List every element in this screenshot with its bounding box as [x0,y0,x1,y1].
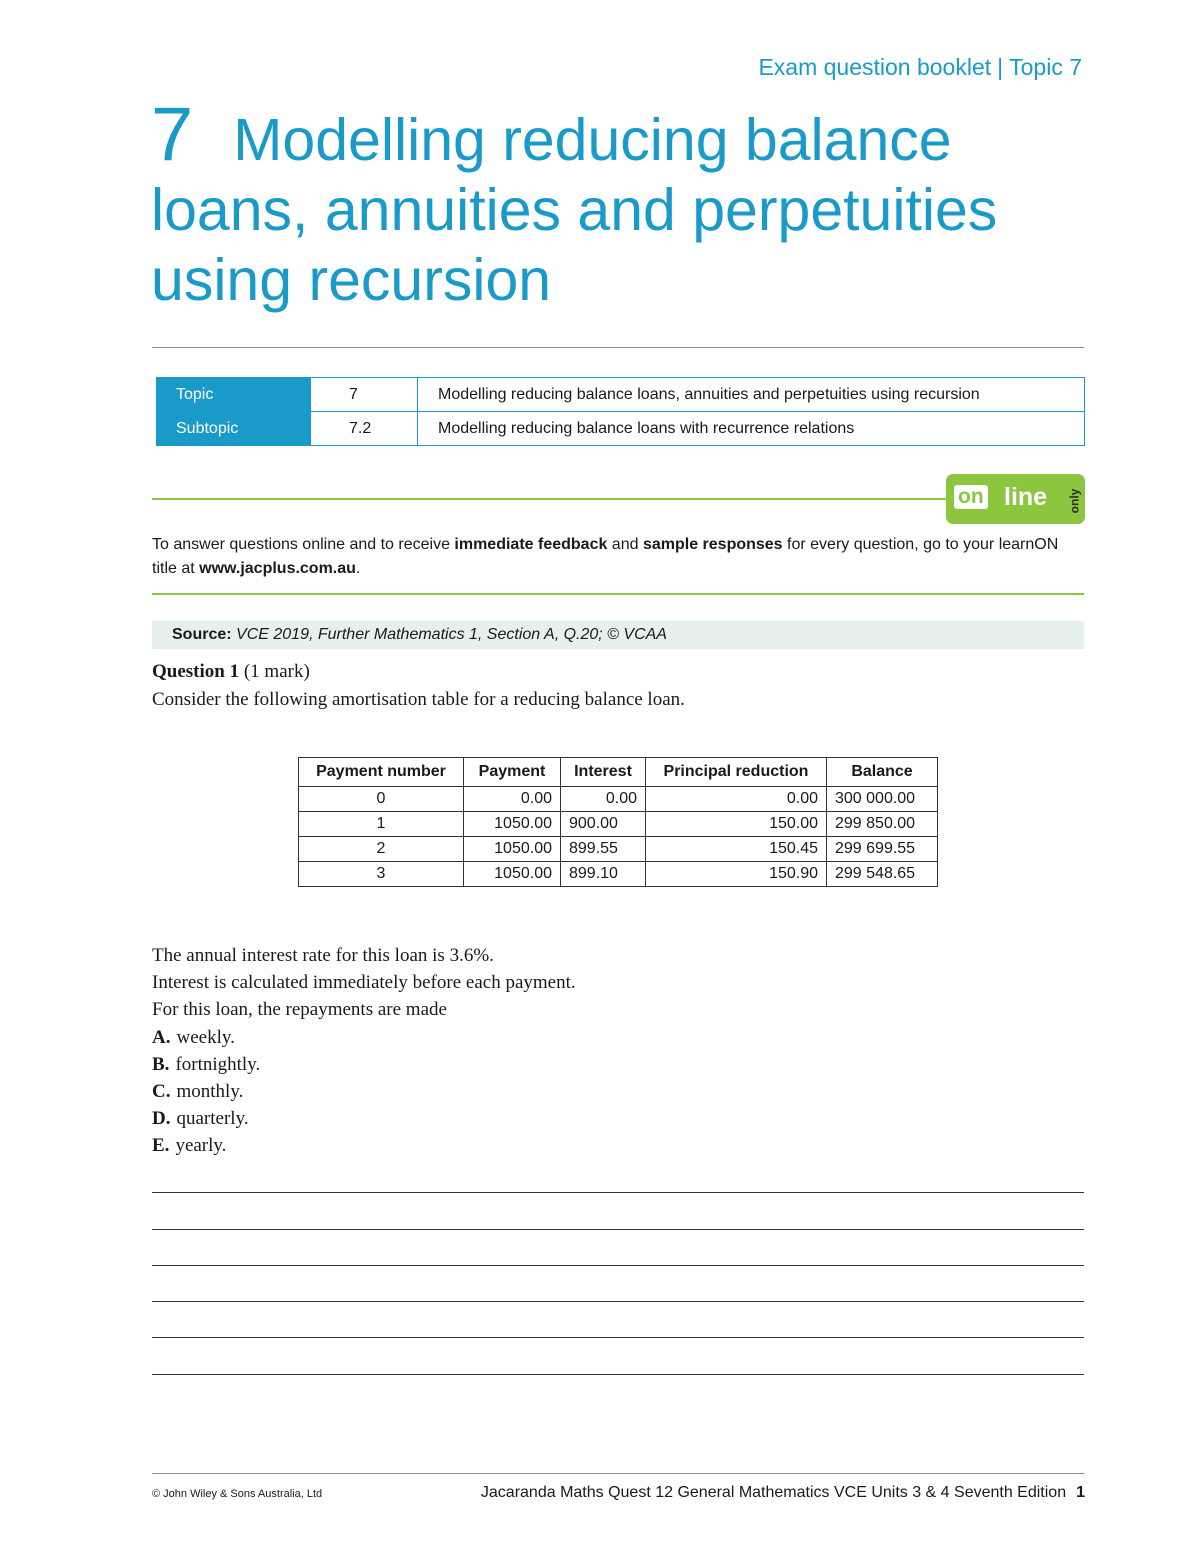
booklet-topic: Topic 7 [1009,54,1082,80]
topic-number: 7 [311,378,418,412]
question-line: For this loan, the repayments are made [152,999,447,1020]
question-body [152,942,576,1023]
answer-line[interactable] [152,1192,1084,1193]
answer-line[interactable] [152,1337,1084,1338]
intro-part: and [607,536,643,553]
copyright: © John Wiley & Sons Australia, Ltd [152,1488,323,1500]
option-a[interactable] [152,1024,260,1051]
option-letter: B. [152,1054,170,1075]
topic-label: Topic [157,378,311,412]
cell: 1050.00 [464,837,561,862]
page-title [151,92,1091,315]
page-number: 1 [1076,1484,1085,1501]
option-letter: A. [152,1027,171,1048]
question-marks: (1 mark) [243,661,310,682]
question-prompt: Consider the following amortisation table for a reducing balance loan. [152,689,685,710]
option-text: quarterly. [176,1108,249,1129]
booklet-label: Exam question booklet [758,54,992,80]
answer-line[interactable] [152,1265,1084,1266]
cell: 899.55 [561,837,646,862]
option-b[interactable] [152,1051,260,1078]
cell: 899.10 [561,862,646,887]
col-header: Interest [561,758,646,787]
intro-bold-feedback: immediate feedback [454,536,608,553]
answer-line[interactable] [152,1374,1084,1375]
question-title: Question 1 [152,661,240,682]
cell: 1050.00 [464,862,561,887]
option-d[interactable] [152,1105,260,1132]
cell: 150.00 [646,812,827,837]
cell: 1 [299,812,464,837]
booklet-header [758,54,1082,81]
option-letter: E. [152,1135,170,1156]
answer-line[interactable] [152,1229,1084,1230]
title-divider [152,347,1084,348]
cell: 300 000.00 [827,787,938,812]
table-row [299,862,938,887]
cell: 0.00 [464,787,561,812]
source-label: Source: [172,626,232,643]
table-row [299,787,938,812]
col-header: Payment [464,758,561,787]
cell: 299 850.00 [827,812,938,837]
option-c[interactable] [152,1078,260,1105]
chapter-number: 7 [151,92,194,177]
subtopic-label: Subtopic [157,412,311,446]
cell: 0.00 [561,787,646,812]
cell: 2 [299,837,464,862]
cell: 3 [299,862,464,887]
subtopic-number: 7.2 [311,412,418,446]
source-bar [152,621,1084,649]
intro-divider [152,593,1084,595]
option-text: fortnightly. [175,1054,261,1075]
col-header: Balance [827,758,938,787]
cell: 150.45 [646,837,827,862]
online-divider [152,498,948,500]
option-e[interactable] [152,1132,260,1159]
cell: 1050.00 [464,812,561,837]
answer-line[interactable] [152,1301,1084,1302]
cell: 900.00 [561,812,646,837]
intro-part: . [355,560,361,577]
logo-on: on [954,485,988,509]
question-heading [152,661,310,683]
col-header: Principal reduction [646,758,827,787]
question-line: The annual interest rate for this loan is 3.6%. [152,945,494,966]
book-title: Jacaranda Maths Quest 12 General Mathematics VCE Units 3 & 4 Seventh Edition [480,1484,1067,1501]
option-letter: D. [152,1108,171,1129]
intro-part: for every question, go to your learnON title at [152,536,1059,577]
logo-only: only [1067,488,1082,514]
option-text: weekly. [176,1027,235,1048]
header-separator: | [997,54,1004,80]
subtopic-text: Modelling reducing balance loans with recurrence relations [418,412,1085,446]
chapter-title: Modelling reducing balance loans, annuities and perpetuities using recursion [151,107,998,313]
cell: 0 [299,787,464,812]
answer-options [152,1024,260,1159]
source-text: VCE 2019, Further Mathematics 1, Section A, Q.20; © VCAA [236,626,667,643]
topic-text: Modelling reducing balance loans, annuities and perpetuities using recursion [418,378,1085,412]
cell: 0.00 [646,787,827,812]
footer-book [481,1484,1085,1502]
cell: 299 548.65 [827,862,938,887]
jacplus-link[interactable]: www.jacplus.com.au [199,560,356,577]
table-row [299,837,938,862]
intro-part: To answer questions online and to receive [152,536,455,553]
logo-line: line [1004,483,1048,511]
question-line: Interest is calculated immediately before each payment. [152,972,576,993]
intro-bold-responses: sample responses [642,536,783,553]
option-text: yearly. [175,1135,227,1156]
option-letter: C. [152,1081,171,1102]
option-text: monthly. [176,1081,244,1102]
topic-table [156,377,1085,446]
cell: 299 699.55 [827,837,938,862]
col-header: Payment number [299,758,464,787]
amortisation-table [298,757,938,887]
intro-text [152,533,1082,581]
topic-row [157,378,1085,412]
subtopic-row [157,412,1085,446]
cell: 150.90 [646,862,827,887]
table-row [299,812,938,837]
table-header-row [299,758,938,787]
footer-divider [152,1473,1084,1474]
online-only-logo [946,474,1085,524]
